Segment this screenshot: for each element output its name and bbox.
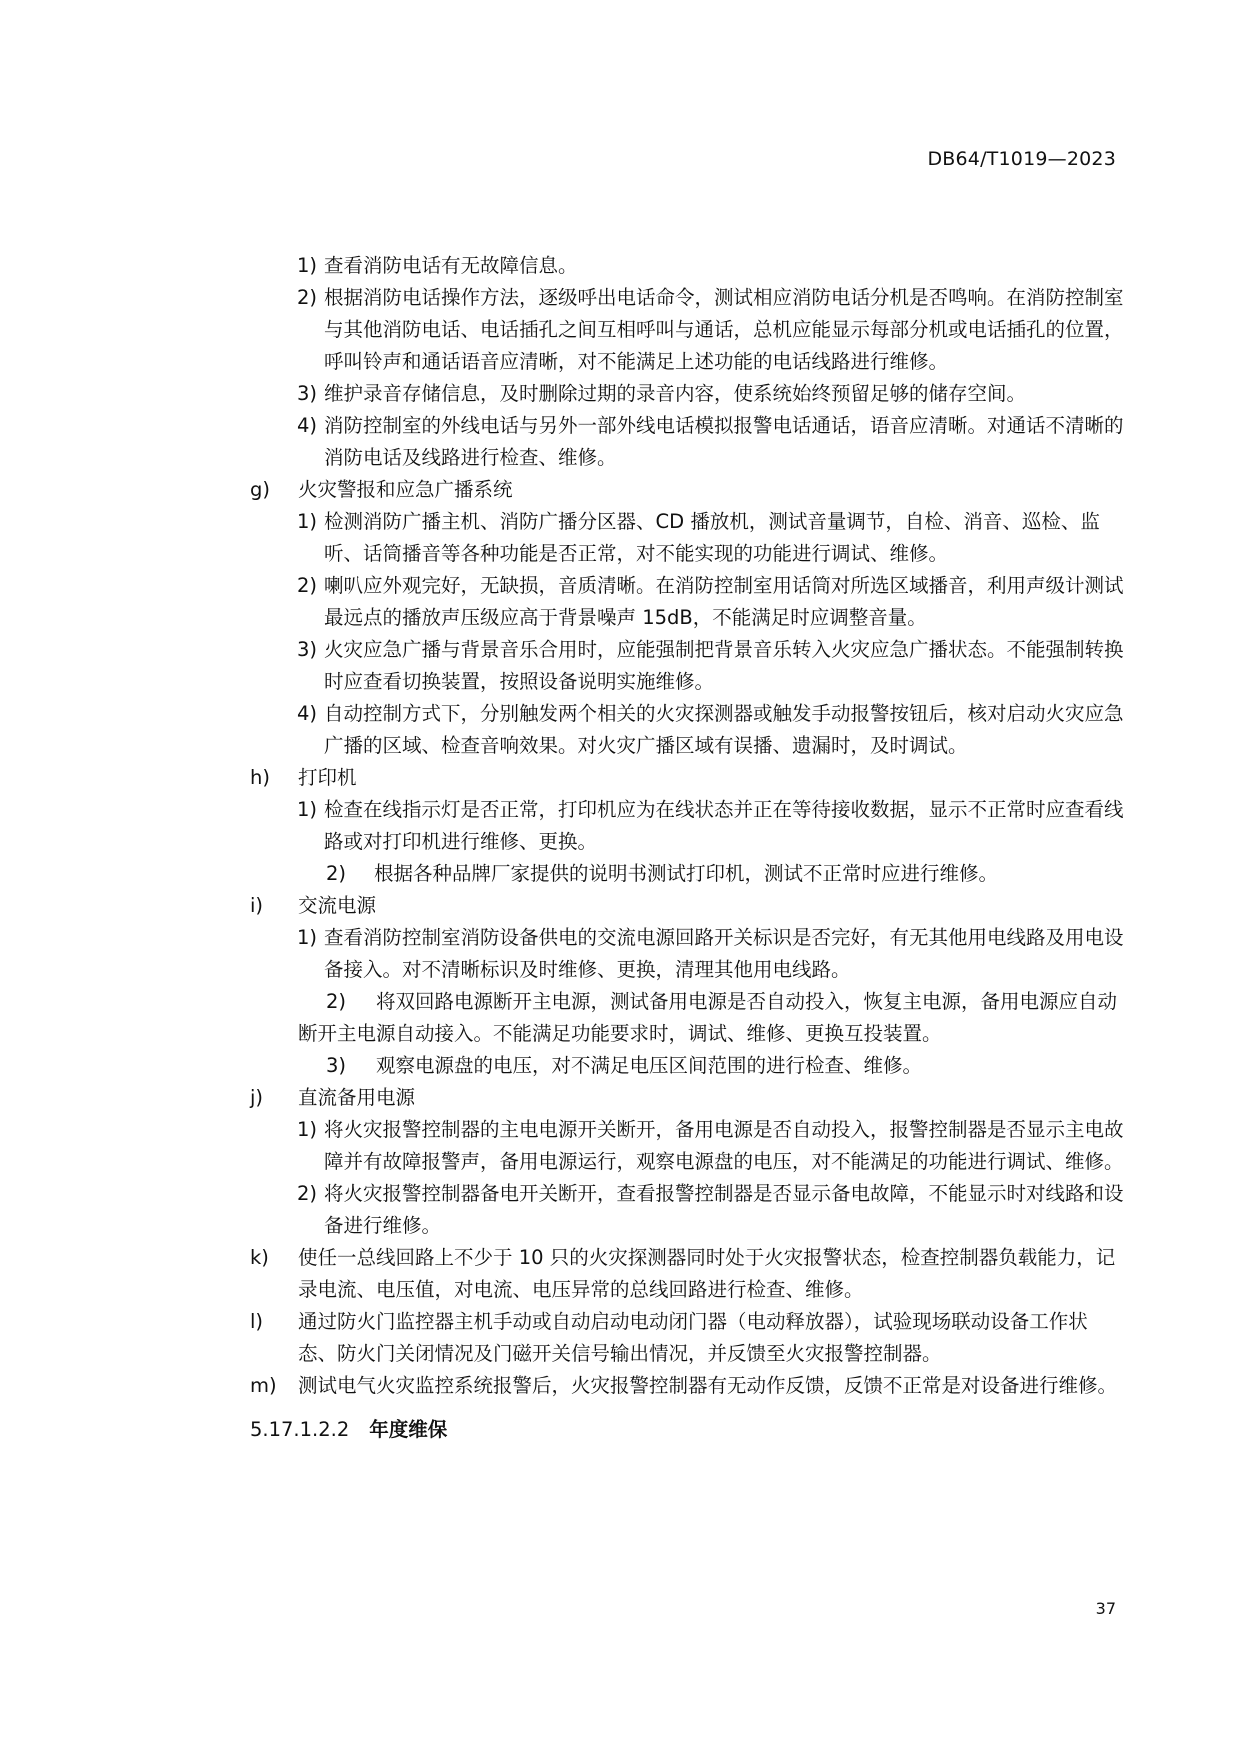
list-marker: 3)	[297, 638, 318, 661]
list-marker: 2)	[297, 1182, 318, 1205]
list-marker: h)	[250, 766, 270, 789]
list-marker: g)	[250, 478, 270, 501]
list-item	[250, 474, 1125, 506]
list-items	[250, 250, 1125, 1402]
list-marker: l)	[250, 1310, 264, 1333]
list-item	[250, 1178, 1125, 1242]
list-item	[250, 282, 1125, 378]
list-item	[250, 570, 1125, 634]
list-text: 打印机	[298, 766, 357, 789]
list-text: 自动控制方式下，分别触发两个相关的火灾探测器或触发手动报警按钮后，核对启动火灾应急广播的区域、检查音响效果。对火灾广播区域有误播、遗漏时，及时调试。	[324, 702, 1124, 757]
list-item	[250, 794, 1125, 858]
list-marker: 1)	[297, 510, 318, 533]
list-text: 通过防火门监控器主机手动或自动启动电动闭门器（电动释放器），试验现场联动设备工作状态、防火门关闭情况及门磁开关信号输出情况，并反馈至火灾报警控制器。	[298, 1310, 1088, 1365]
list-text: 火灾应急广播与背景音乐合用时，应能强制把背景音乐转入火灾应急广播状态。不能强制转换时应查看切换装置，按照设备说明实施维修。	[324, 638, 1124, 693]
list-text: 消防控制室的外线电话与另外一部外线电话模拟报警电话通话，语音应清晰。对通话不清晰的消防电话及线路进行检查、维修。	[324, 414, 1124, 469]
list-marker: 1)	[297, 798, 318, 821]
section-title: 年度维保	[369, 1418, 448, 1441]
list-marker: 2)	[326, 862, 347, 885]
list-text: 交流电源	[298, 894, 377, 917]
list-marker: 3)	[297, 382, 318, 405]
list-item	[250, 1370, 1125, 1402]
list-text: 根据各种品牌厂家提供的说明书测试打印机，测试不正常时应进行维修。	[374, 862, 999, 885]
list-item	[250, 634, 1125, 698]
list-text: 查看消防电话有无故障信息。	[324, 254, 578, 277]
list-text: 根据消防电话操作方法，逐级呼出电话命令，测试相应消防电话分机是否鸣响。在消防控制室与其他消防电话、电话插孔之间互相呼叫与通话，总机应能显示每部分机或电话插孔的位置，呼叫铃声和通话语音应清晰，对不能满足上述功能的电话线路进行维修。	[324, 286, 1124, 373]
list-text: 将双回路电源断开主电源，测试备用电源是否自动投入，恢复主电源，备用电源应自动断开主电源自动接入。不能满足功能要求时，调试、维修、更换互投装置。	[298, 990, 1118, 1045]
list-item	[250, 986, 1125, 1050]
list-text: 检测消防广播主机、消防广播分区器、CD 播放机，测试音量调节，自检、消音、巡检、监听、话筒播音等各种功能是否正常，对不能实现的功能进行调试、维修。	[324, 510, 1100, 565]
page-number: 37	[1095, 1599, 1116, 1618]
list-item	[250, 378, 1125, 410]
list-text: 将火灾报警控制器的主电电源开关断开，备用电源是否自动投入，报警控制器是否显示主电故障并有故障报警声，备用电源运行，观察电源盘的电压，对不能满足的功能进行调试、维修。	[324, 1118, 1124, 1173]
list-item	[250, 922, 1125, 986]
list-item	[250, 858, 1125, 890]
list-text: 观察电源盘的电压，对不满足电压区间范围的进行检查、维修。	[376, 1054, 923, 1077]
section-number: 5.17.1.2.2	[250, 1418, 350, 1441]
list-item	[250, 1306, 1125, 1370]
list-text: 喇叭应外观完好，无缺损，音质清晰。在消防控制室用话筒对所选区域播音，利用声级计测试最远点的播放声压级应高于背景噪声 15dB，不能满足时应调整音量。	[324, 574, 1124, 629]
list-item	[250, 250, 1125, 282]
document-body	[250, 250, 1125, 1446]
list-text: 检查在线指示灯是否正常，打印机应为在线状态并正在等待接收数据，显示不正常时应查看线路或对打印机进行维修、更换。	[324, 798, 1124, 853]
list-item	[250, 410, 1125, 474]
list-text: 火灾警报和应急广播系统	[298, 478, 513, 501]
list-item	[250, 1082, 1125, 1114]
list-text: 查看消防控制室消防设备供电的交流电源回路开关标识是否完好，有无其他用电线路及用电设备接入。对不清晰标识及时维修、更换，清理其他用电线路。	[324, 926, 1124, 981]
list-text: 维护录音存储信息，及时删除过期的录音内容，使系统始终预留足够的储存空间。	[324, 382, 1027, 405]
list-marker: i)	[250, 894, 264, 917]
list-marker: 2)	[326, 990, 347, 1013]
list-item	[250, 890, 1125, 922]
list-item	[250, 1114, 1125, 1178]
list-marker: 4)	[297, 702, 318, 725]
list-marker: 4)	[297, 414, 318, 437]
list-item	[250, 698, 1125, 762]
list-item	[250, 1050, 1125, 1082]
list-marker: 1)	[297, 926, 318, 949]
list-marker: 3)	[326, 1054, 347, 1077]
list-text: 直流备用电源	[298, 1086, 416, 1109]
list-marker: j)	[250, 1086, 264, 1109]
list-item	[250, 506, 1125, 570]
list-text: 使任一总线回路上不少于 10 只的火灾探测器同时处于火灾报警状态，检查控制器负载能力，记录电流、电压值，对电流、电压异常的总线回路进行检查、维修。	[298, 1246, 1116, 1301]
list-item	[250, 1242, 1125, 1306]
list-marker: 1)	[297, 1118, 318, 1141]
document-code-header: DB64/T1019—2023	[927, 148, 1116, 170]
list-marker: m)	[250, 1374, 277, 1397]
section-heading	[250, 1414, 1125, 1446]
list-text: 将火灾报警控制器备电开关断开，查看报警控制器是否显示备电故障，不能显示时对线路和设备进行维修。	[324, 1182, 1124, 1237]
list-marker: 2)	[297, 286, 318, 309]
list-marker: 1)	[297, 254, 318, 277]
list-text: 测试电气火灾监控系统报警后，火灾报警控制器有无动作反馈，反馈不正常是对设备进行维修。	[298, 1374, 1118, 1397]
list-item	[250, 762, 1125, 794]
list-marker: 2)	[297, 574, 318, 597]
list-marker: k)	[250, 1246, 269, 1269]
